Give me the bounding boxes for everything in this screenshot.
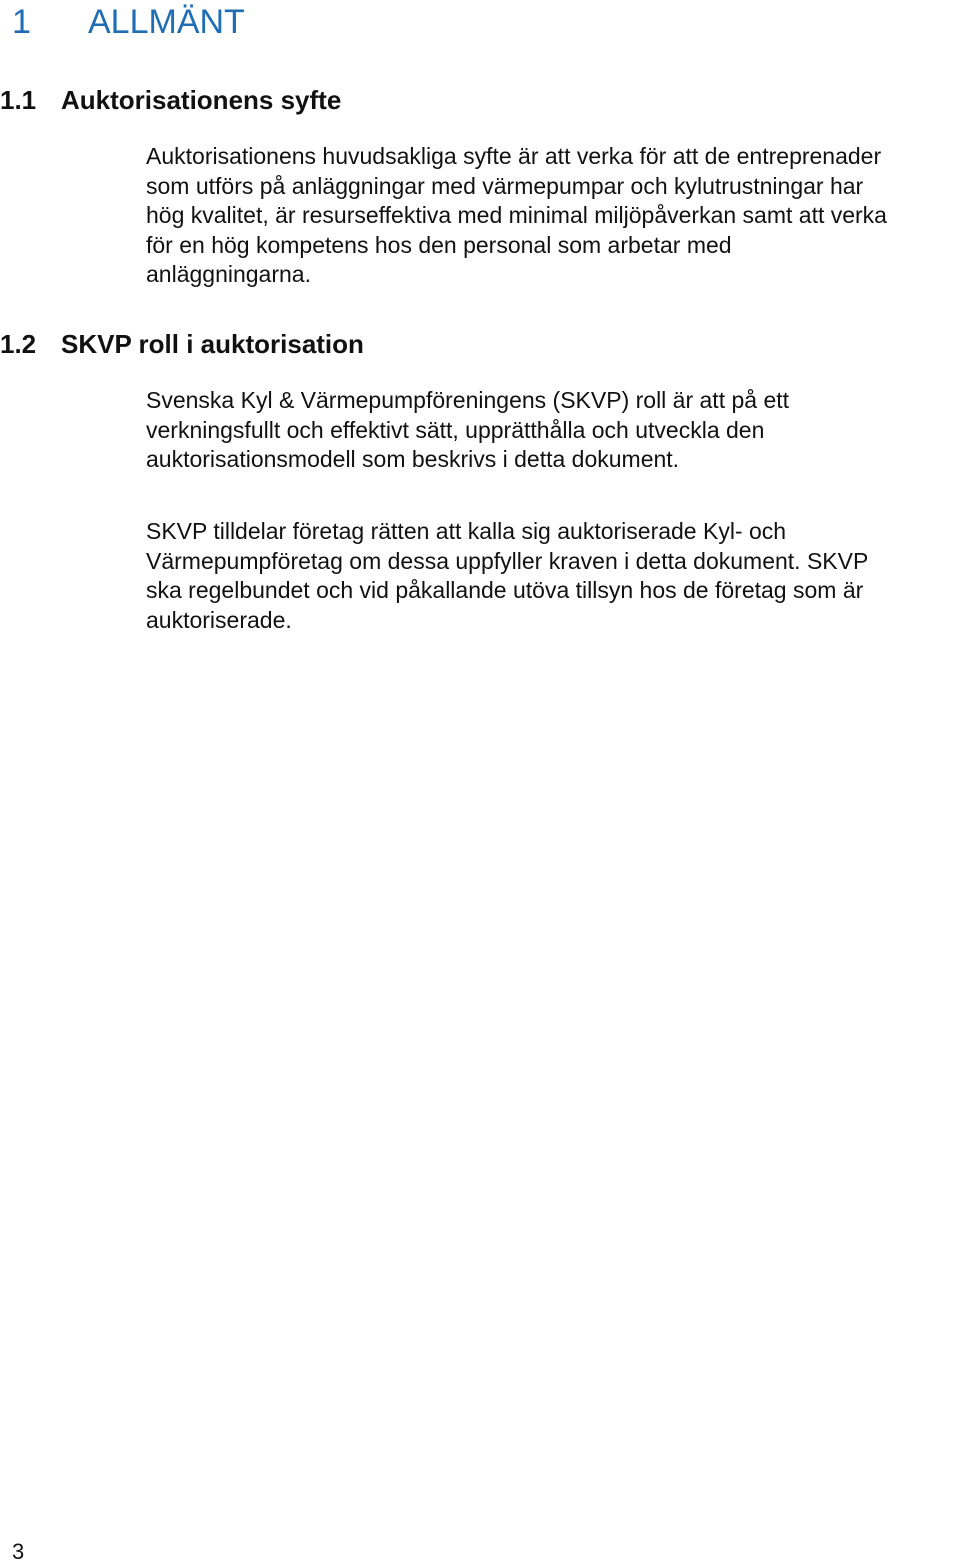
- section-number: 1.1: [0, 85, 37, 115]
- paragraph-line: ska regelbundet och vid påkallande utöva tillsyn hos de företag som är: [146, 577, 864, 603]
- chapter-number: 1: [12, 3, 31, 41]
- chapter-heading: [12, 0, 245, 44]
- paragraph-line: som utförs på anläggningar med värmepumpar och kylutrustningar har: [146, 172, 864, 199]
- paragraph-line: hög kvalitet, är resurseffektiva med minimal miljöpåverkan samt att verka: [146, 202, 887, 228]
- section-number: 1.2: [0, 329, 37, 359]
- paragraph-line: för en hög kompetens hos den personal som arbetar med: [146, 231, 732, 258]
- section-title: SKVP roll i auktorisation: [61, 329, 364, 359]
- page-number: 3: [12, 1539, 25, 1564]
- paragraph-line: auktorisationsmodell som beskrivs i detta dokument.: [146, 446, 680, 472]
- section-1-1-paragraph: [146, 142, 960, 290]
- paragraph-line: Värmepumpföretag om dessa uppfyller kraven i detta dokument. SKVP: [146, 547, 869, 574]
- paragraph-line: Auktorisationens huvudsakliga syfte är att verka för att de entreprenader: [146, 143, 882, 169]
- paragraph-line: anläggningarna.: [146, 261, 311, 287]
- paragraph-line: Svenska Kyl & Värmepumpföreningens (SKVP) roll är att på ett: [146, 387, 790, 413]
- paragraph-line: SKVP tilldelar företag rätten att kalla sig auktoriserade Kyl- och: [146, 518, 787, 544]
- chapter-title: ALLMÄNT: [88, 3, 245, 41]
- paragraph-line: verkningsfullt och effektivt sätt, upprätthålla och utveckla den: [146, 416, 765, 443]
- section-heading-1-1: [0, 82, 341, 118]
- paragraph-line: auktoriserade.: [146, 606, 292, 633]
- section-title: Auktorisationens syfte: [61, 85, 342, 115]
- section-heading-1-2: [0, 326, 364, 362]
- section-1-2-paragraph-2: [146, 517, 960, 635]
- section-1-2-paragraph-1: [146, 386, 960, 475]
